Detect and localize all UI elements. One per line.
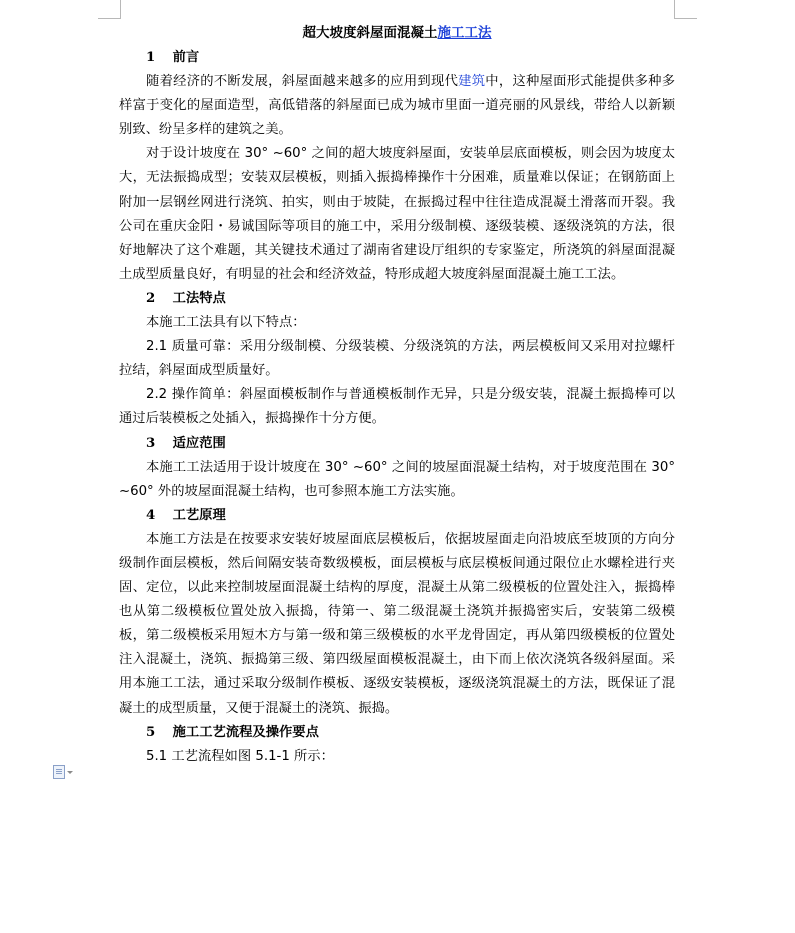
section-number: 4 (146, 507, 156, 523)
margin-corner-mark-right (674, 0, 697, 19)
paragraph: 对于设计坡度在 30° ~60° 之间的超大坡度斜屋面，安装单层底面模板，则会因为坡度太大，无法振捣成型；安装双层模板，则插入振捣棒操作十分困难，质量难以保证；在钢筋面上附加一层钢丝网进行浇筑、拍实，则由于坡陡，在振捣过程中往往造成混凝土滑落而开裂。我公司在重庆金阳・易诚国际等项目的施工中，采用分级制模、逐级装模、逐级浇筑的方法，很好地解决了这个难题，其关键技术通过了湖南省建设厅组织的专家鉴定，所浇筑的斜屋面混凝土成型质量良好，有明显的社会和经济效益，特形成超大坡度斜屋面混凝土施工工法。 (119, 146, 675, 282)
paragraph: 本施工工法适用于设计坡度在 30° ~60° 之间的坡屋面混凝土结构，对于坡度范围在 30° ~60° 外的坡屋面混凝土结构，也可参照本施工方法实施。 (119, 459, 675, 499)
chevron-down-icon (67, 771, 73, 774)
section-number: 3 (146, 435, 156, 451)
paragraph: 2.2 操作简单：斜屋面模板制作与普通模板制作无异，只是分级安装，混凝土振捣棒可以通过后装模板之处插入，振捣操作十分方便。 (119, 387, 675, 427)
document-body (119, 22, 675, 769)
paragraph (119, 70, 675, 142)
section-number: 5 (146, 724, 156, 740)
paragraph: 本施工工法具有以下特点： (146, 315, 306, 331)
section-title: 工艺原理 (172, 507, 226, 523)
section-title: 工法特点 (172, 290, 226, 306)
section-number: 2 (146, 290, 156, 306)
paragraph: 本施工方法是在按要求安装好坡屋面底层模板后，依据坡屋面走向沿坡底至坡顶的方向分级制作面层模板，然后间隔安装奇数级模板，面层模板与底层模板间通过限位止水螺栓进行夹固、定位，以此来控制坡屋面混凝土结构的厚度，混凝土从第二级模板的位置处注入，振捣棒也从第二级模板位置处放入振捣，待第一、第二级混凝土浇筑并振捣密实后，安装第二级模板，第二级模板采用短木方与第一级和第三级模板的水平龙骨固定，再从第四级模板的位置处注入混凝土，浇筑、振捣第三级、第四级屋面模板混凝土，由下而上依次浇筑各级斜屋面。采用本施工工法，通过采取分级制作模板、逐级安装模板，逐级浇筑混凝土的方法，既保证了混凝土的成型质量，又便于混凝土的浇筑、振捣。 (119, 531, 675, 716)
document-title (119, 22, 675, 46)
section-title: 施工工艺流程及操作要点 (172, 724, 319, 740)
document-options-icon[interactable] (53, 764, 75, 780)
title-link[interactable]: 施工工法 (437, 25, 492, 41)
section-heading-5 (119, 721, 675, 745)
section-title: 前言 (172, 50, 200, 65)
page-icon (53, 765, 65, 779)
section-heading-3 (119, 432, 675, 456)
inline-link-building[interactable]: 建筑 (458, 74, 486, 90)
paragraph-text: 中，这种屋面形式能提供多种多样富于变化的屋面造型，高低错落的斜屋面已成为城市里面一道亮丽的风景线，带给人以新颖别致、纷呈多样的建筑之美。 (119, 74, 676, 138)
margin-corner-mark-left (98, 0, 121, 19)
paragraph: 2.1 质量可靠：采用分级制模、分级装模、分级浇筑的方法，两层模板间又采用对拉螺杆拉结，斜屋面成型质量好。 (119, 339, 675, 379)
section-heading-2 (119, 287, 675, 311)
paragraph-text: 随着经济的不断发展，斜屋面越来越多的应用到现代 (146, 74, 459, 90)
title-text: 超大坡度斜屋面混凝土 (302, 25, 438, 41)
section-number: 1 (146, 50, 156, 65)
paragraph: 5.1 工艺流程如图 5.1-1 所示： (146, 748, 334, 764)
section-heading-4 (119, 504, 675, 528)
section-title: 适应范围 (172, 435, 226, 451)
section-heading-1 (119, 46, 675, 70)
